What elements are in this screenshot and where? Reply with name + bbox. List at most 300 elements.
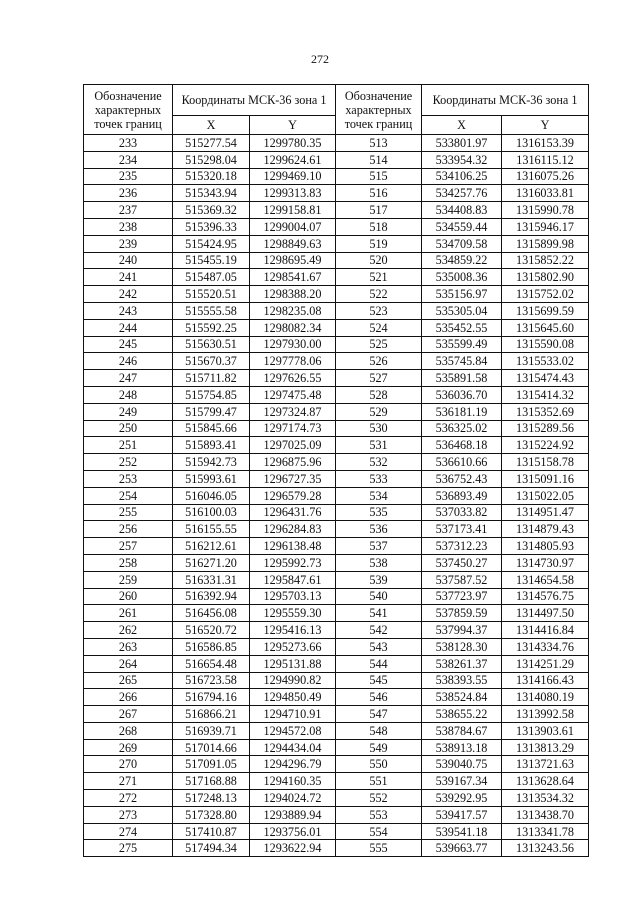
x-right: 534559.44 bbox=[422, 218, 502, 235]
point-id-left: 240 bbox=[84, 252, 173, 269]
point-id-right: 522 bbox=[336, 286, 422, 303]
table-row bbox=[84, 504, 589, 521]
y-left: 1298388.20 bbox=[250, 286, 336, 303]
x-left: 515298.04 bbox=[173, 151, 250, 168]
point-id-left: 252 bbox=[84, 454, 173, 471]
y-left: 1295992.73 bbox=[250, 554, 336, 571]
point-id-left: 266 bbox=[84, 689, 173, 706]
point-id-left: 243 bbox=[84, 302, 173, 319]
x-right: 538524.84 bbox=[422, 689, 502, 706]
table-row bbox=[84, 521, 589, 538]
x-left: 516866.21 bbox=[173, 706, 250, 723]
table-row bbox=[84, 756, 589, 773]
point-id-left: 247 bbox=[84, 370, 173, 387]
y-right: 1314416.84 bbox=[502, 622, 589, 639]
x-left: 515320.18 bbox=[173, 168, 250, 185]
point-id-right: 519 bbox=[336, 235, 422, 252]
y-right: 1315699.59 bbox=[502, 302, 589, 319]
point-id-left: 257 bbox=[84, 538, 173, 555]
y-right: 1313341.78 bbox=[502, 823, 589, 840]
x-right: 538393.55 bbox=[422, 672, 502, 689]
y-left: 1296875.96 bbox=[250, 454, 336, 471]
table-row bbox=[84, 638, 589, 655]
table-row bbox=[84, 252, 589, 269]
y-right: 1316033.81 bbox=[502, 185, 589, 202]
x-left: 516520.72 bbox=[173, 622, 250, 639]
x-left: 515845.66 bbox=[173, 420, 250, 437]
x-right: 537312.23 bbox=[422, 538, 502, 555]
point-id-left: 245 bbox=[84, 336, 173, 353]
table-row bbox=[84, 790, 589, 807]
table-row bbox=[84, 286, 589, 303]
table-row bbox=[84, 168, 589, 185]
point-id-right: 544 bbox=[336, 655, 422, 672]
table-row bbox=[84, 622, 589, 639]
point-id-right: 528 bbox=[336, 386, 422, 403]
point-id-left: 255 bbox=[84, 504, 173, 521]
point-id-left: 273 bbox=[84, 806, 173, 823]
x-right: 538784.67 bbox=[422, 722, 502, 739]
table-row bbox=[84, 823, 589, 840]
table-row bbox=[84, 386, 589, 403]
y-right: 1315414.32 bbox=[502, 386, 589, 403]
point-id-left: 256 bbox=[84, 521, 173, 538]
x-right: 533801.97 bbox=[422, 135, 502, 152]
point-id-left: 264 bbox=[84, 655, 173, 672]
point-id-left: 241 bbox=[84, 269, 173, 286]
x-left: 516654.48 bbox=[173, 655, 250, 672]
x-left: 516723.58 bbox=[173, 672, 250, 689]
point-id-right: 517 bbox=[336, 202, 422, 219]
y-left: 1294990.82 bbox=[250, 672, 336, 689]
y-right: 1315022.05 bbox=[502, 487, 589, 504]
y-left: 1294710.91 bbox=[250, 706, 336, 723]
y-right: 1314166.43 bbox=[502, 672, 589, 689]
table-row bbox=[84, 605, 589, 622]
point-id-left: 269 bbox=[84, 739, 173, 756]
point-id-left: 267 bbox=[84, 706, 173, 723]
point-id-right: 542 bbox=[336, 622, 422, 639]
page-number: 272 bbox=[311, 52, 329, 66]
point-id-left: 271 bbox=[84, 773, 173, 790]
y-right: 1315533.02 bbox=[502, 353, 589, 370]
y-left: 1296431.76 bbox=[250, 504, 336, 521]
x-header-right: X bbox=[422, 116, 502, 135]
table-row bbox=[84, 437, 589, 454]
y-left: 1294296.79 bbox=[250, 756, 336, 773]
point-id-right: 533 bbox=[336, 470, 422, 487]
x-left: 515670.37 bbox=[173, 353, 250, 370]
y-right: 1315590.08 bbox=[502, 336, 589, 353]
point-id-right: 536 bbox=[336, 521, 422, 538]
y-left: 1295131.88 bbox=[250, 655, 336, 672]
x-right: 535008.36 bbox=[422, 269, 502, 286]
table-row bbox=[84, 420, 589, 437]
y-right: 1314951.47 bbox=[502, 504, 589, 521]
point-id-left: 254 bbox=[84, 487, 173, 504]
x-left: 517328.80 bbox=[173, 806, 250, 823]
point-id-left: 238 bbox=[84, 218, 173, 235]
y-right: 1314879.43 bbox=[502, 521, 589, 538]
point-id-left: 249 bbox=[84, 403, 173, 420]
x-left: 515711.82 bbox=[173, 370, 250, 387]
point-id-right: 547 bbox=[336, 706, 422, 723]
x-left: 515455.19 bbox=[173, 252, 250, 269]
table-row bbox=[84, 773, 589, 790]
table-row bbox=[84, 672, 589, 689]
x-right: 537587.52 bbox=[422, 571, 502, 588]
point-id-right: 555 bbox=[336, 840, 422, 857]
table-row bbox=[84, 302, 589, 319]
y-right: 1313243.56 bbox=[502, 840, 589, 857]
point-id-left: 261 bbox=[84, 605, 173, 622]
x-left: 515942.73 bbox=[173, 454, 250, 471]
y-right: 1314080.19 bbox=[502, 689, 589, 706]
x-right: 537173.41 bbox=[422, 521, 502, 538]
x-left: 515592.25 bbox=[173, 319, 250, 336]
y-right: 1315990.78 bbox=[502, 202, 589, 219]
x-right: 535452.55 bbox=[422, 319, 502, 336]
point-id-left: 236 bbox=[84, 185, 173, 202]
table-row bbox=[84, 538, 589, 555]
point-id-left: 234 bbox=[84, 151, 173, 168]
x-header-left: X bbox=[173, 116, 250, 135]
x-left: 516392.94 bbox=[173, 588, 250, 605]
y-left: 1299158.81 bbox=[250, 202, 336, 219]
x-right: 536468.18 bbox=[422, 437, 502, 454]
y-left: 1299004.07 bbox=[250, 218, 336, 235]
y-left: 1296579.28 bbox=[250, 487, 336, 504]
y-right: 1313903.61 bbox=[502, 722, 589, 739]
y-right: 1316115.12 bbox=[502, 151, 589, 168]
table-row bbox=[84, 722, 589, 739]
x-left: 516331.31 bbox=[173, 571, 250, 588]
point-id-right: 549 bbox=[336, 739, 422, 756]
y-left: 1298541.67 bbox=[250, 269, 336, 286]
y-right: 1315752.02 bbox=[502, 286, 589, 303]
x-right: 534859.22 bbox=[422, 252, 502, 269]
x-left: 516456.08 bbox=[173, 605, 250, 622]
coords-header-left: Координаты МСК-36 зона 1 bbox=[173, 85, 336, 116]
point-id-right: 513 bbox=[336, 135, 422, 152]
point-id-left: 253 bbox=[84, 470, 173, 487]
y-left: 1294434.04 bbox=[250, 739, 336, 756]
x-right: 535891.58 bbox=[422, 370, 502, 387]
y-right: 1314497.50 bbox=[502, 605, 589, 622]
x-left: 515369.32 bbox=[173, 202, 250, 219]
y-header-right: Y bbox=[502, 116, 589, 135]
point-id-right: 525 bbox=[336, 336, 422, 353]
point-id-left: 258 bbox=[84, 554, 173, 571]
table-row bbox=[84, 470, 589, 487]
x-left: 515343.94 bbox=[173, 185, 250, 202]
point-id-right: 527 bbox=[336, 370, 422, 387]
x-left: 517168.88 bbox=[173, 773, 250, 790]
point-id-left: 244 bbox=[84, 319, 173, 336]
x-left: 516046.05 bbox=[173, 487, 250, 504]
y-right: 1315899.98 bbox=[502, 235, 589, 252]
x-right: 534408.83 bbox=[422, 202, 502, 219]
y-left: 1294160.35 bbox=[250, 773, 336, 790]
x-right: 533954.32 bbox=[422, 151, 502, 168]
point-id-right: 534 bbox=[336, 487, 422, 504]
x-left: 515799.47 bbox=[173, 403, 250, 420]
y-right: 1314805.93 bbox=[502, 538, 589, 555]
point-id-right: 524 bbox=[336, 319, 422, 336]
point-id-right: 543 bbox=[336, 638, 422, 655]
table-row bbox=[84, 218, 589, 235]
x-right: 537033.82 bbox=[422, 504, 502, 521]
y-left: 1299469.10 bbox=[250, 168, 336, 185]
y-left: 1295703.13 bbox=[250, 588, 336, 605]
table-row bbox=[84, 655, 589, 672]
table-row bbox=[84, 689, 589, 706]
x-right: 535156.97 bbox=[422, 286, 502, 303]
point-id-right: 550 bbox=[336, 756, 422, 773]
table-row bbox=[84, 185, 589, 202]
x-left: 515630.51 bbox=[173, 336, 250, 353]
point-id-right: 538 bbox=[336, 554, 422, 571]
x-right: 539417.57 bbox=[422, 806, 502, 823]
point-id-right: 530 bbox=[336, 420, 422, 437]
point-id-right: 523 bbox=[336, 302, 422, 319]
point-id-left: 233 bbox=[84, 135, 173, 152]
table-row bbox=[84, 806, 589, 823]
y-left: 1298695.49 bbox=[250, 252, 336, 269]
y-left: 1298082.34 bbox=[250, 319, 336, 336]
x-right: 536893.49 bbox=[422, 487, 502, 504]
x-right: 536752.43 bbox=[422, 470, 502, 487]
y-left: 1293756.01 bbox=[250, 823, 336, 840]
x-left: 515396.33 bbox=[173, 218, 250, 235]
y-left: 1299313.83 bbox=[250, 185, 336, 202]
y-left: 1298849.63 bbox=[250, 235, 336, 252]
x-right: 538655.22 bbox=[422, 706, 502, 723]
table-row bbox=[84, 487, 589, 504]
x-right: 534709.58 bbox=[422, 235, 502, 252]
x-left: 517014.66 bbox=[173, 739, 250, 756]
y-left: 1299780.35 bbox=[250, 135, 336, 152]
point-id-right: 548 bbox=[336, 722, 422, 739]
table-row bbox=[84, 202, 589, 219]
x-right: 535745.84 bbox=[422, 353, 502, 370]
y-right: 1313628.64 bbox=[502, 773, 589, 790]
y-right: 1314576.75 bbox=[502, 588, 589, 605]
point-id-left: 251 bbox=[84, 437, 173, 454]
point-id-left: 237 bbox=[84, 202, 173, 219]
x-right: 536325.02 bbox=[422, 420, 502, 437]
y-right: 1314730.97 bbox=[502, 554, 589, 571]
y-right: 1315802.90 bbox=[502, 269, 589, 286]
point-id-left: 274 bbox=[84, 823, 173, 840]
x-right: 534257.76 bbox=[422, 185, 502, 202]
x-left: 516100.03 bbox=[173, 504, 250, 521]
x-left: 516155.55 bbox=[173, 521, 250, 538]
table-row bbox=[84, 554, 589, 571]
x-left: 517248.13 bbox=[173, 790, 250, 807]
point-id-left: 250 bbox=[84, 420, 173, 437]
point-id-right: 516 bbox=[336, 185, 422, 202]
point-id-right: 546 bbox=[336, 689, 422, 706]
table-row bbox=[84, 135, 589, 152]
x-right: 536036.70 bbox=[422, 386, 502, 403]
point-id-right: 532 bbox=[336, 454, 422, 471]
x-left: 516586.85 bbox=[173, 638, 250, 655]
point-id-left: 272 bbox=[84, 790, 173, 807]
x-left: 516939.71 bbox=[173, 722, 250, 739]
y-right: 1313721.63 bbox=[502, 756, 589, 773]
y-left: 1294572.08 bbox=[250, 722, 336, 739]
point-id-right: 541 bbox=[336, 605, 422, 622]
y-left: 1295559.30 bbox=[250, 605, 336, 622]
x-left: 515555.58 bbox=[173, 302, 250, 319]
y-right: 1314334.76 bbox=[502, 638, 589, 655]
point-id-right: 520 bbox=[336, 252, 422, 269]
y-left: 1297324.87 bbox=[250, 403, 336, 420]
coords-header-right: Координаты МСК-36 зона 1 bbox=[422, 85, 589, 116]
x-right: 539167.34 bbox=[422, 773, 502, 790]
y-left: 1296138.48 bbox=[250, 538, 336, 555]
x-left: 517494.34 bbox=[173, 840, 250, 857]
x-right: 538913.18 bbox=[422, 739, 502, 756]
y-right: 1315474.43 bbox=[502, 370, 589, 387]
x-right: 537723.97 bbox=[422, 588, 502, 605]
point-id-left: 275 bbox=[84, 840, 173, 857]
table-row bbox=[84, 840, 589, 857]
point-id-right: 554 bbox=[336, 823, 422, 840]
point-id-left: 246 bbox=[84, 353, 173, 370]
y-right: 1315352.69 bbox=[502, 403, 589, 420]
y-left: 1296284.83 bbox=[250, 521, 336, 538]
table-row bbox=[84, 588, 589, 605]
point-id-left: 265 bbox=[84, 672, 173, 689]
table-row bbox=[84, 319, 589, 336]
point-id-right: 545 bbox=[336, 672, 422, 689]
y-right: 1315224.92 bbox=[502, 437, 589, 454]
point-id-right: 537 bbox=[336, 538, 422, 555]
x-left: 515754.85 bbox=[173, 386, 250, 403]
y-left: 1298235.08 bbox=[250, 302, 336, 319]
y-right: 1315852.22 bbox=[502, 252, 589, 269]
y-header-left: Y bbox=[250, 116, 336, 135]
x-left: 515424.95 bbox=[173, 235, 250, 252]
y-left: 1297626.55 bbox=[250, 370, 336, 387]
point-id-right: 521 bbox=[336, 269, 422, 286]
y-right: 1313813.29 bbox=[502, 739, 589, 756]
y-left: 1299624.61 bbox=[250, 151, 336, 168]
x-right: 535305.04 bbox=[422, 302, 502, 319]
table-row bbox=[84, 336, 589, 353]
table-row bbox=[84, 403, 589, 420]
table-row bbox=[84, 571, 589, 588]
y-right: 1314251.29 bbox=[502, 655, 589, 672]
x-left: 515520.51 bbox=[173, 286, 250, 303]
point-id-left: 263 bbox=[84, 638, 173, 655]
table-body bbox=[84, 135, 589, 857]
point-id-left: 242 bbox=[84, 286, 173, 303]
y-left: 1297174.73 bbox=[250, 420, 336, 437]
x-left: 516794.16 bbox=[173, 689, 250, 706]
y-right: 1313992.58 bbox=[502, 706, 589, 723]
y-right: 1315091.16 bbox=[502, 470, 589, 487]
y-left: 1294850.49 bbox=[250, 689, 336, 706]
table-row bbox=[84, 353, 589, 370]
coordinates-table bbox=[83, 84, 589, 857]
point-id-right: 553 bbox=[336, 806, 422, 823]
point-id-left: 268 bbox=[84, 722, 173, 739]
y-left: 1297930.00 bbox=[250, 336, 336, 353]
x-left: 517410.87 bbox=[173, 823, 250, 840]
x-right: 537994.37 bbox=[422, 622, 502, 639]
x-left: 515487.05 bbox=[173, 269, 250, 286]
table-row bbox=[84, 706, 589, 723]
point-id-right: 551 bbox=[336, 773, 422, 790]
x-right: 536610.66 bbox=[422, 454, 502, 471]
point-id-right: 535 bbox=[336, 504, 422, 521]
point-id-left: 248 bbox=[84, 386, 173, 403]
x-right: 537450.27 bbox=[422, 554, 502, 571]
y-left: 1295847.61 bbox=[250, 571, 336, 588]
point-id-left: 262 bbox=[84, 622, 173, 639]
x-left: 515893.41 bbox=[173, 437, 250, 454]
point-id-right: 514 bbox=[336, 151, 422, 168]
y-right: 1315158.78 bbox=[502, 454, 589, 471]
y-right: 1316153.39 bbox=[502, 135, 589, 152]
point-id-right: 515 bbox=[336, 168, 422, 185]
y-left: 1295416.13 bbox=[250, 622, 336, 639]
point-id-right: 552 bbox=[336, 790, 422, 807]
x-right: 538261.37 bbox=[422, 655, 502, 672]
point-id-left: 239 bbox=[84, 235, 173, 252]
x-right: 538128.30 bbox=[422, 638, 502, 655]
x-right: 534106.25 bbox=[422, 168, 502, 185]
x-right: 539663.77 bbox=[422, 840, 502, 857]
table-row bbox=[84, 454, 589, 471]
y-left: 1297778.06 bbox=[250, 353, 336, 370]
y-right: 1315946.17 bbox=[502, 218, 589, 235]
x-right: 539541.18 bbox=[422, 823, 502, 840]
point-id-right: 529 bbox=[336, 403, 422, 420]
x-right: 539292.95 bbox=[422, 790, 502, 807]
y-left: 1294024.72 bbox=[250, 790, 336, 807]
y-right: 1313438.70 bbox=[502, 806, 589, 823]
point-header-left: Обозначение характерных точек границ bbox=[84, 85, 173, 135]
x-right: 537859.59 bbox=[422, 605, 502, 622]
x-left: 516212.61 bbox=[173, 538, 250, 555]
x-right: 539040.75 bbox=[422, 756, 502, 773]
point-header-right: Обозначение характерных точек границ bbox=[336, 85, 422, 135]
y-left: 1297475.48 bbox=[250, 386, 336, 403]
y-left: 1295273.66 bbox=[250, 638, 336, 655]
y-right: 1314654.58 bbox=[502, 571, 589, 588]
point-id-left: 235 bbox=[84, 168, 173, 185]
x-left: 517091.05 bbox=[173, 756, 250, 773]
point-id-right: 531 bbox=[336, 437, 422, 454]
point-id-left: 270 bbox=[84, 756, 173, 773]
x-left: 516271.20 bbox=[173, 554, 250, 571]
y-left: 1293622.94 bbox=[250, 840, 336, 857]
table-row bbox=[84, 235, 589, 252]
table-row bbox=[84, 269, 589, 286]
y-left: 1297025.09 bbox=[250, 437, 336, 454]
table-row bbox=[84, 370, 589, 387]
point-id-right: 526 bbox=[336, 353, 422, 370]
y-right: 1315289.56 bbox=[502, 420, 589, 437]
point-id-left: 260 bbox=[84, 588, 173, 605]
point-id-right: 540 bbox=[336, 588, 422, 605]
point-id-right: 518 bbox=[336, 218, 422, 235]
x-left: 515993.61 bbox=[173, 470, 250, 487]
